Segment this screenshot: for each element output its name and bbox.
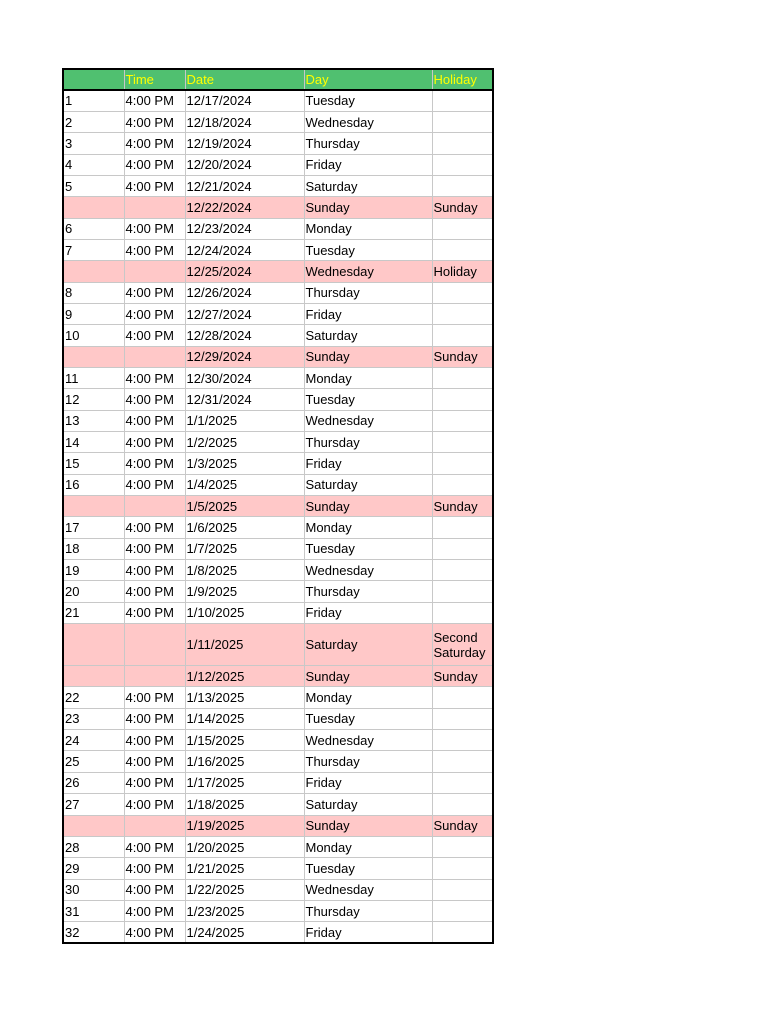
cell-time[interactable]: 4:00 PM (124, 751, 185, 772)
cell-holiday[interactable] (432, 218, 493, 239)
cell-holiday[interactable] (432, 303, 493, 324)
cell-number[interactable]: 10 (63, 325, 124, 346)
header-cell-number[interactable] (63, 69, 124, 90)
cell-number[interactable]: 13 (63, 410, 124, 431)
cell-time[interactable]: 4:00 PM (124, 794, 185, 815)
cell-number[interactable]: 14 (63, 432, 124, 453)
table-row-off-day (63, 346, 493, 367)
cell-day[interactable]: Tuesday (304, 90, 432, 111)
cell-holiday[interactable] (432, 538, 493, 559)
cell-time[interactable]: 4:00 PM (124, 90, 185, 111)
cell-holiday[interactable] (432, 432, 493, 453)
header-row (63, 69, 493, 90)
table-row (63, 410, 493, 431)
cell-day[interactable]: Friday (304, 922, 432, 943)
cell-day[interactable]: Tuesday (304, 389, 432, 410)
cell-day[interactable]: Tuesday (304, 708, 432, 729)
cell-time[interactable]: 4:00 PM (124, 303, 185, 324)
cell-date[interactable]: 12/22/2024 (185, 197, 304, 218)
cell-time[interactable]: 4:00 PM (124, 708, 185, 729)
cell-time[interactable]: 4:00 PM (124, 900, 185, 921)
cell-holiday[interactable] (432, 922, 493, 943)
cell-day[interactable]: Tuesday (304, 538, 432, 559)
cell-number[interactable]: 22 (63, 687, 124, 708)
cell-time[interactable]: 4:00 PM (124, 389, 185, 410)
cell-date[interactable]: 1/17/2025 (185, 772, 304, 793)
cell-time[interactable] (124, 261, 185, 282)
cell-day[interactable]: Monday (304, 687, 432, 708)
cell-number[interactable]: 2 (63, 111, 124, 132)
cell-day[interactable]: Sunday (304, 666, 432, 687)
header-cell-holiday[interactable]: Holiday (432, 69, 493, 90)
header-cell-date[interactable]: Date (185, 69, 304, 90)
cell-time[interactable]: 4:00 PM (124, 175, 185, 196)
cell-date[interactable]: 12/24/2024 (185, 239, 304, 260)
cell-day[interactable]: Tuesday (304, 239, 432, 260)
cell-date[interactable]: 1/18/2025 (185, 794, 304, 815)
table-row (63, 836, 493, 857)
cell-holiday[interactable] (432, 751, 493, 772)
table-row (63, 175, 493, 196)
cell-time[interactable]: 4:00 PM (124, 133, 185, 154)
cell-holiday[interactable] (432, 730, 493, 751)
cell-date[interactable]: 1/14/2025 (185, 708, 304, 729)
cell-number[interactable]: 8 (63, 282, 124, 303)
cell-number[interactable]: 30 (63, 879, 124, 900)
cell-time[interactable]: 4:00 PM (124, 772, 185, 793)
table-row (63, 474, 493, 495)
cell-date[interactable]: 12/17/2024 (185, 90, 304, 111)
cell-time[interactable] (124, 346, 185, 367)
cell-holiday[interactable] (432, 90, 493, 111)
table-row (63, 325, 493, 346)
cell-day[interactable]: Sunday (304, 496, 432, 517)
table-row (63, 922, 493, 943)
cell-holiday[interactable] (432, 325, 493, 346)
cell-day[interactable]: Saturday (304, 474, 432, 495)
cell-number[interactable]: 1 (63, 90, 124, 111)
cell-time[interactable]: 4:00 PM (124, 474, 185, 495)
cell-holiday[interactable] (432, 389, 493, 410)
cell-date[interactable]: 1/13/2025 (185, 687, 304, 708)
cell-time[interactable] (124, 496, 185, 517)
cell-holiday[interactable]: Sunday (432, 496, 493, 517)
cell-holiday[interactable] (432, 836, 493, 857)
cell-day[interactable]: Thursday (304, 581, 432, 602)
cell-date[interactable]: 1/1/2025 (185, 410, 304, 431)
cell-holiday[interactable] (432, 879, 493, 900)
cell-time[interactable] (124, 666, 185, 687)
cell-time[interactable] (124, 815, 185, 836)
cell-time[interactable]: 4:00 PM (124, 432, 185, 453)
cell-day[interactable]: Friday (304, 453, 432, 474)
cell-number[interactable]: 3 (63, 133, 124, 154)
cell-holiday[interactable] (432, 858, 493, 879)
cell-number[interactable]: 6 (63, 218, 124, 239)
cell-time[interactable]: 4:00 PM (124, 154, 185, 175)
cell-time[interactable]: 4:00 PM (124, 453, 185, 474)
cell-date[interactable]: 1/3/2025 (185, 453, 304, 474)
cell-time[interactable]: 4:00 PM (124, 325, 185, 346)
cell-day[interactable]: Tuesday (304, 858, 432, 879)
cell-number[interactable]: 19 (63, 560, 124, 581)
cell-date[interactable]: 1/23/2025 (185, 900, 304, 921)
cell-time[interactable]: 4:00 PM (124, 581, 185, 602)
cell-date[interactable]: 1/4/2025 (185, 474, 304, 495)
table-row (63, 282, 493, 303)
header-cell-time[interactable]: Time (124, 69, 185, 90)
cell-holiday[interactable] (432, 602, 493, 623)
cell-number[interactable]: 15 (63, 453, 124, 474)
table-row-off-day (63, 815, 493, 836)
cell-time[interactable]: 4:00 PM (124, 687, 185, 708)
cell-number[interactable]: 4 (63, 154, 124, 175)
table-body (63, 90, 493, 943)
cell-day[interactable]: Friday (304, 303, 432, 324)
cell-day[interactable]: Monday (304, 218, 432, 239)
cell-day[interactable]: Thursday (304, 282, 432, 303)
cell-holiday[interactable] (432, 239, 493, 260)
cell-date[interactable]: 12/29/2024 (185, 346, 304, 367)
cell-holiday[interactable] (432, 474, 493, 495)
cell-holiday[interactable] (432, 410, 493, 431)
cell-number[interactable]: 17 (63, 517, 124, 538)
cell-time[interactable]: 4:00 PM (124, 410, 185, 431)
table-row (63, 111, 493, 132)
cell-day[interactable]: Wednesday (304, 261, 432, 282)
cell-number[interactable]: 32 (63, 922, 124, 943)
cell-number[interactable]: 21 (63, 602, 124, 623)
cell-day[interactable]: Monday (304, 836, 432, 857)
cell-time[interactable] (124, 624, 185, 666)
cell-date[interactable]: 12/28/2024 (185, 325, 304, 346)
table-row (63, 517, 493, 538)
cell-day[interactable]: Thursday (304, 133, 432, 154)
cell-number[interactable]: 29 (63, 858, 124, 879)
cell-number[interactable] (63, 815, 124, 836)
cell-date[interactable]: 12/23/2024 (185, 218, 304, 239)
header-cell-day[interactable]: Day (304, 69, 432, 90)
cell-day[interactable]: Wednesday (304, 111, 432, 132)
table-row (63, 900, 493, 921)
table-row (63, 367, 493, 388)
cell-date[interactable]: 1/24/2025 (185, 922, 304, 943)
cell-date[interactable]: 1/15/2025 (185, 730, 304, 751)
cell-number[interactable]: 18 (63, 538, 124, 559)
cell-time[interactable]: 4:00 PM (124, 218, 185, 239)
cell-date[interactable]: 1/9/2025 (185, 581, 304, 602)
cell-day[interactable]: Friday (304, 772, 432, 793)
cell-number[interactable] (63, 496, 124, 517)
cell-holiday[interactable] (432, 687, 493, 708)
cell-time[interactable]: 4:00 PM (124, 858, 185, 879)
cell-day[interactable]: Sunday (304, 346, 432, 367)
cell-holiday[interactable] (432, 453, 493, 474)
cell-time[interactable]: 4:00 PM (124, 111, 185, 132)
cell-holiday[interactable] (432, 794, 493, 815)
table-row (63, 730, 493, 751)
cell-number[interactable]: 27 (63, 794, 124, 815)
cell-holiday[interactable] (432, 581, 493, 602)
cell-number[interactable]: 25 (63, 751, 124, 772)
cell-time[interactable]: 4:00 PM (124, 836, 185, 857)
table-row (63, 794, 493, 815)
cell-date[interactable]: 1/21/2025 (185, 858, 304, 879)
cell-date[interactable]: 12/20/2024 (185, 154, 304, 175)
table-row (63, 90, 493, 111)
cell-holiday[interactable]: Sunday (432, 197, 493, 218)
cell-holiday[interactable]: Sunday (432, 815, 493, 836)
cell-date[interactable]: 1/16/2025 (185, 751, 304, 772)
cell-date[interactable]: 12/21/2024 (185, 175, 304, 196)
cell-number[interactable] (63, 346, 124, 367)
cell-day[interactable]: Saturday (304, 624, 432, 666)
cell-day[interactable]: Sunday (304, 815, 432, 836)
cell-date[interactable]: 1/2/2025 (185, 432, 304, 453)
table-row (63, 772, 493, 793)
cell-holiday[interactable]: Second Saturday (432, 624, 493, 666)
table-row-off-day (63, 624, 493, 666)
table-row-off-day (63, 197, 493, 218)
table-row (63, 602, 493, 623)
cell-holiday[interactable] (432, 175, 493, 196)
cell-date[interactable]: 1/12/2025 (185, 666, 304, 687)
cell-time[interactable]: 4:00 PM (124, 282, 185, 303)
cell-time[interactable]: 4:00 PM (124, 560, 185, 581)
cell-day[interactable]: Friday (304, 602, 432, 623)
cell-date[interactable]: 1/11/2025 (185, 624, 304, 666)
cell-day[interactable]: Wednesday (304, 560, 432, 581)
schedule-table (62, 68, 494, 944)
cell-date[interactable]: 12/19/2024 (185, 133, 304, 154)
table-row (63, 687, 493, 708)
cell-day[interactable]: Thursday (304, 751, 432, 772)
cell-date[interactable]: 12/18/2024 (185, 111, 304, 132)
cell-holiday[interactable] (432, 367, 493, 388)
table-row (63, 389, 493, 410)
cell-date[interactable]: 1/19/2025 (185, 815, 304, 836)
table-row-off-day (63, 496, 493, 517)
table-row (63, 538, 493, 559)
cell-number[interactable] (63, 624, 124, 666)
cell-day[interactable]: Wednesday (304, 410, 432, 431)
cell-date[interactable]: 1/20/2025 (185, 836, 304, 857)
cell-date[interactable]: 1/6/2025 (185, 517, 304, 538)
cell-number[interactable]: 24 (63, 730, 124, 751)
cell-holiday[interactable] (432, 560, 493, 581)
cell-number[interactable]: 5 (63, 175, 124, 196)
cell-date[interactable]: 12/26/2024 (185, 282, 304, 303)
cell-number[interactable]: 7 (63, 239, 124, 260)
cell-day[interactable]: Monday (304, 367, 432, 388)
cell-date[interactable]: 1/5/2025 (185, 496, 304, 517)
cell-number[interactable]: 9 (63, 303, 124, 324)
cell-holiday[interactable] (432, 133, 493, 154)
cell-holiday[interactable]: Holiday (432, 261, 493, 282)
table-row (63, 154, 493, 175)
cell-number[interactable]: 20 (63, 581, 124, 602)
cell-date[interactable]: 1/22/2025 (185, 879, 304, 900)
cell-holiday[interactable]: Sunday (432, 346, 493, 367)
table-row (63, 560, 493, 581)
cell-holiday[interactable] (432, 154, 493, 175)
cell-holiday[interactable]: Sunday (432, 666, 493, 687)
table-row (63, 133, 493, 154)
cell-day[interactable]: Thursday (304, 900, 432, 921)
cell-date[interactable]: 12/31/2024 (185, 389, 304, 410)
cell-number[interactable]: 28 (63, 836, 124, 857)
table-row (63, 303, 493, 324)
cell-day[interactable]: Saturday (304, 794, 432, 815)
cell-number[interactable]: 16 (63, 474, 124, 495)
cell-number[interactable] (63, 666, 124, 687)
cell-time[interactable] (124, 197, 185, 218)
cell-holiday[interactable] (432, 517, 493, 538)
cell-day[interactable]: Sunday (304, 197, 432, 218)
cell-number[interactable]: 11 (63, 367, 124, 388)
cell-holiday[interactable] (432, 708, 493, 729)
cell-number[interactable]: 23 (63, 708, 124, 729)
cell-time[interactable]: 4:00 PM (124, 730, 185, 751)
table-row (63, 453, 493, 474)
table-row-off-day (63, 261, 493, 282)
cell-time[interactable]: 4:00 PM (124, 239, 185, 260)
cell-date[interactable]: 12/27/2024 (185, 303, 304, 324)
cell-day[interactable]: Thursday (304, 432, 432, 453)
cell-day[interactable]: Wednesday (304, 730, 432, 751)
cell-date[interactable]: 1/8/2025 (185, 560, 304, 581)
cell-time[interactable]: 4:00 PM (124, 879, 185, 900)
table-row (63, 239, 493, 260)
table-row (63, 751, 493, 772)
cell-number[interactable] (63, 197, 124, 218)
cell-day[interactable]: Friday (304, 154, 432, 175)
cell-date[interactable]: 1/10/2025 (185, 602, 304, 623)
table-row (63, 218, 493, 239)
cell-number[interactable]: 31 (63, 900, 124, 921)
cell-day[interactable]: Saturday (304, 175, 432, 196)
cell-date[interactable]: 1/7/2025 (185, 538, 304, 559)
table-row (63, 432, 493, 453)
cell-holiday[interactable] (432, 772, 493, 793)
table-row (63, 879, 493, 900)
cell-date[interactable]: 12/25/2024 (185, 261, 304, 282)
cell-number[interactable] (63, 261, 124, 282)
table-row (63, 581, 493, 602)
cell-time[interactable]: 4:00 PM (124, 367, 185, 388)
cell-number[interactable]: 26 (63, 772, 124, 793)
cell-date[interactable]: 12/30/2024 (185, 367, 304, 388)
cell-holiday[interactable] (432, 111, 493, 132)
cell-day[interactable]: Saturday (304, 325, 432, 346)
cell-time[interactable]: 4:00 PM (124, 538, 185, 559)
cell-time[interactable]: 4:00 PM (124, 922, 185, 943)
cell-time[interactable]: 4:00 PM (124, 602, 185, 623)
cell-holiday[interactable] (432, 282, 493, 303)
table-row-off-day (63, 666, 493, 687)
cell-number[interactable]: 12 (63, 389, 124, 410)
cell-day[interactable]: Monday (304, 517, 432, 538)
cell-time[interactable]: 4:00 PM (124, 517, 185, 538)
cell-holiday[interactable] (432, 900, 493, 921)
table-row (63, 858, 493, 879)
cell-day[interactable]: Wednesday (304, 879, 432, 900)
table-header (63, 69, 493, 90)
table-row (63, 708, 493, 729)
